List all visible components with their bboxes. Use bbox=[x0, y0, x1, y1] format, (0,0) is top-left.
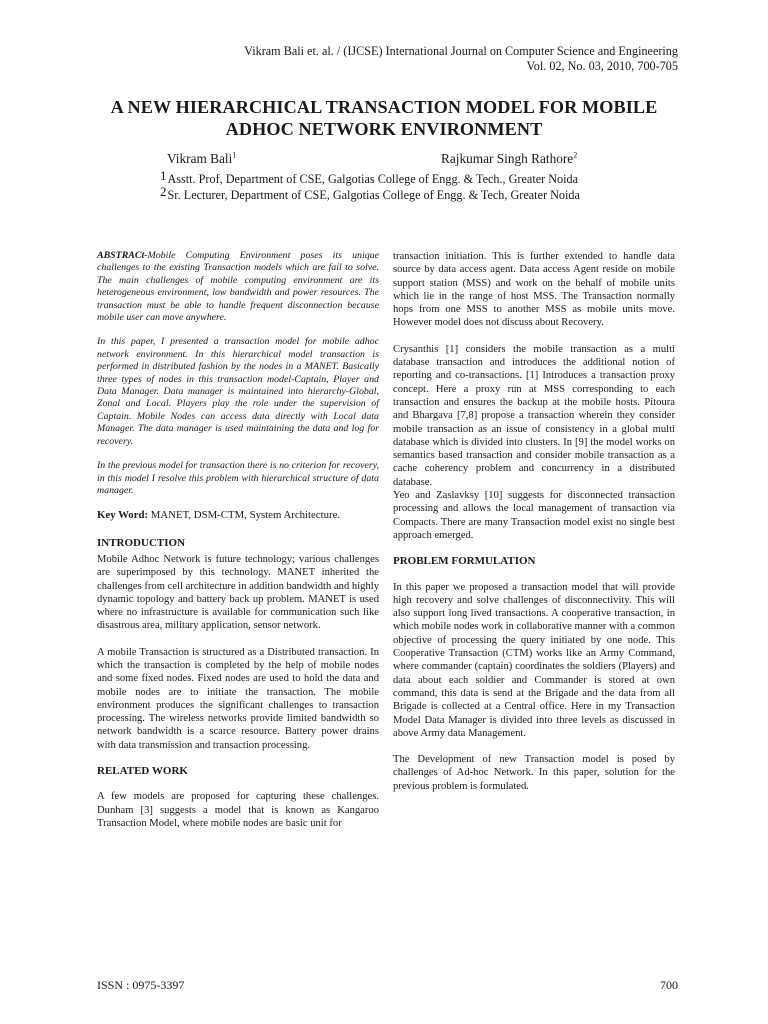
running-head-journal: Vikram Bali et. al. / (IJCSE) International Journal on Computer Science and Engineering bbox=[244, 44, 678, 58]
problem-formulation-heading: PROBLEM FORMULATION bbox=[393, 555, 536, 568]
affiliation-2-mark: 2 bbox=[160, 184, 167, 199]
introduction-paragraph-2: A mobile Transaction is structured as a Distributed transaction. In which the transaction is completed by the help of mobile nodes and some fixed nodes. Fixed nodes are used to hold the data and mobile nodes are to initiate the transaction. The mobile environment produces the significant challenges to transaction processing. The wireless networks provide limited bandwidth so network bandwidth is a scarce resource. Battery power drains with data transmission and transaction processing. bbox=[97, 646, 379, 751]
problem-formulation-paragraph-1: In this paper we proposed a transaction model that will provide high recovery and solve challenges of disconnectivity. This will also support long lived transactions. A cooperative transaction, in which mobile nodes work in collaborative manner with a common objective of processing the query initiated by one node. This Cooperative Transaction (CTM) works like an Army Command, where commander (captain) coordinates the soldiers (Players) and data about each soldier and Commander is stored at own command, this data is send at the Brigade and the data from all Brigade is collected at a Central office. Here in my Transaction Model Data Manager is divided into three levels as discussed in above Army data Management. bbox=[393, 581, 675, 739]
related-work-paragraph-3: Yeo and Zaslavksy [10] suggests for disconnected transaction processing and allows the local management of transaction via Compacts. There are many Transaction model exist no single best approach emerged. bbox=[393, 490, 675, 541]
affiliation-2 bbox=[160, 184, 580, 203]
paper-title bbox=[60, 96, 708, 140]
author-2-name: Rajkumar Singh Rathore bbox=[441, 151, 574, 166]
keywords-text: MANET, DSM-CTM, System Architecture. bbox=[148, 509, 341, 522]
author-1-affil-mark: 1 bbox=[232, 150, 237, 160]
author-1 bbox=[167, 151, 236, 167]
related-work-paragraph-1: A few models are proposed for capturing these challenges. Dunham [3] suggests a model that is known as Kangaroo Transaction Model, where mobile nodes are basic unit for bbox=[97, 791, 379, 829]
abstract bbox=[97, 250, 379, 497]
abstract-paragraph-1 bbox=[97, 250, 379, 324]
affiliation-1-mark: 1 bbox=[160, 168, 167, 183]
author-1-name: Vikram Bali bbox=[167, 151, 233, 166]
author-2 bbox=[441, 151, 577, 167]
paper-title-line-2: ADHOC NETWORK ENVIRONMENT bbox=[225, 119, 543, 139]
keywords bbox=[97, 509, 379, 522]
running-head-volume: Vol. 02, No. 03, 2010, 700-705 bbox=[526, 59, 678, 73]
introduction-paragraph-1: Mobile Adhoc Network is future technology; various challenges are superimposed by this technology. MANET inherited the challenges from cell architecture in addition bandwidth and highly dynamic topology and battery back up problem. MANET is used where no infrastructure is available for communication such like disastrous area, military application, sensor network. bbox=[97, 553, 379, 632]
problem-formulation-paragraph-2: The Development of new Transaction model is posed by challenges of Ad-hoc Network. In this paper, solution for the previous problem is formulated. bbox=[393, 754, 675, 792]
affiliation-1-text: Asstt. Prof, Department of CSE, Galgotias College of Engg. & Tech., Greater Noida bbox=[167, 172, 578, 186]
abstract-lead: ABSTRACt- bbox=[97, 250, 148, 261]
related-work-heading: RELATED WORK bbox=[97, 765, 188, 778]
left-column bbox=[97, 250, 379, 843]
affiliation-2-text: Sr. Lecturer, Department of CSE, Galgotias College of Engg. & Tech, Greater Noida bbox=[167, 188, 580, 202]
abstract-paragraph-2: In this paper, I presented a transaction model for mobile adhoc network environment. In this hierarchical model transaction is performed in distributed fashion by the nodes in a MANET. Basically three types of nodes in this transaction model-Captain, Player and Data Manager. Data manager is maintained into hierarchy-Global, Zonal and Local. Players play the role under the supervision of Captain. Mobile Nodes can access data directly with Local data Manager. The data manager is used maintaining the data and log for recovery. bbox=[97, 336, 379, 447]
introduction-heading: INTRODUCTION bbox=[97, 536, 186, 549]
affiliation-1 bbox=[160, 168, 578, 187]
footer-issn: ISSN : 0975-3397 bbox=[97, 978, 185, 992]
right-column bbox=[393, 250, 675, 806]
footer-page-number: 700 bbox=[660, 978, 678, 992]
paper-title-line-1: A NEW HIERARCHICAL TRANSACTION MODEL FOR MOBILE bbox=[110, 97, 658, 117]
related-work-paragraph-1-continued: transaction initiation. This is further extended to handle data source by data access agent. Data access Agent reside on mobile support station (MSS) and work on the behalf of mobile units which lie in the range of host MSS. The Transaction normally hops from one MSS to another MSS as mobile units move. However model does not discuss about Recovery. bbox=[393, 251, 675, 329]
author-2-affil-mark: 2 bbox=[573, 150, 578, 160]
related-work-paragraph-2: Crysanthis [1] considers the mobile transaction as a multi database transaction and introduces the additional notion of reporting and co-transactions. [1] Introduces a transaction proxy concept. Here a proxy run at MSS corresponding to each transaction and ensures the backup at the mobile hosts. Pitoura and Bhargava [7,8] propose a transaction wherein they consider mobile transaction as an issue of consistency in a global multi database which is divided into clusters. In [9] the model works on semantics based transaction and consider mobile transaction as a cache coherency problem and concurrency in a distributed database. bbox=[393, 343, 675, 488]
abstract-paragraph-1-text: Mobile Computing Environment poses its unique challenges to the existing Transaction models which are fail to solve. The main challenges of mobile computing environment are its heterogeneous environment, low bandwidth and power resources. The transaction must be able to handle frequent disconnection because mobile user can move anywhere. bbox=[97, 250, 379, 324]
running-head bbox=[78, 44, 678, 74]
keywords-label: Key Word: bbox=[97, 509, 149, 522]
abstract-paragraph-3: In the previous model for transaction there is no criterion for recovery, in this model I resolve this problem with hierarchical structure of data manager. bbox=[97, 460, 379, 496]
